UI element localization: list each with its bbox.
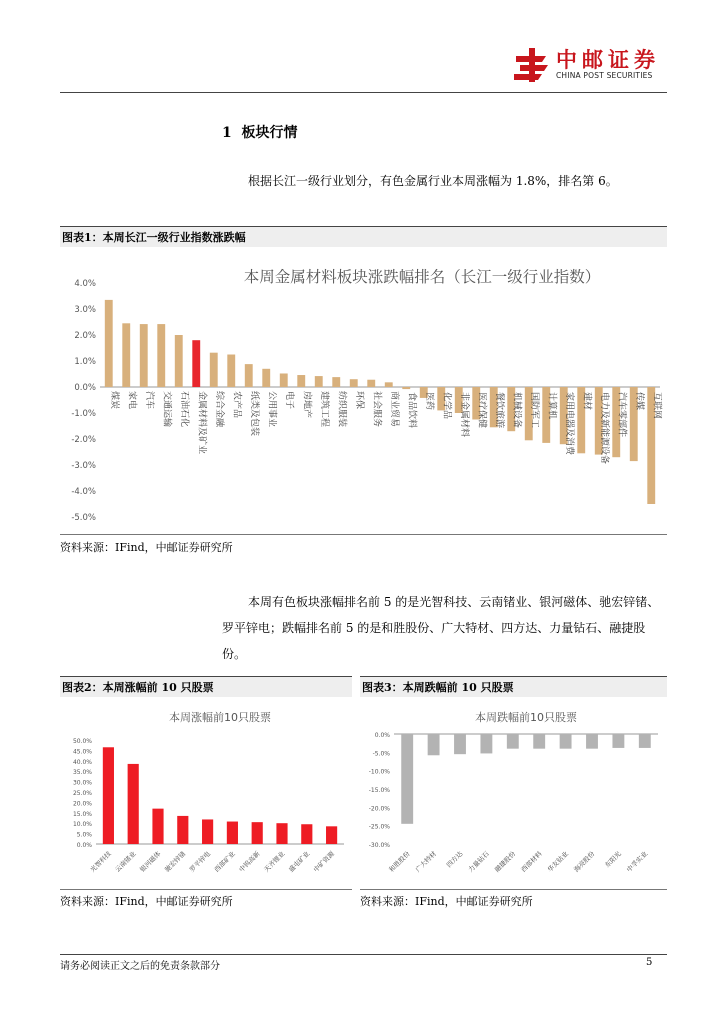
y-tick-label: 35.0% bbox=[72, 769, 92, 777]
x-tick-label: 电力及新能源设备 bbox=[598, 392, 609, 465]
figure-2-source: 资料来源：IFind，中邮证券研究所 bbox=[60, 895, 233, 908]
x-tick-label: 商业贸易 bbox=[388, 391, 399, 428]
bar bbox=[227, 822, 238, 844]
y-tick-label: -4.0% bbox=[71, 487, 96, 497]
x-tick-label: 中矿资源 bbox=[311, 849, 337, 874]
bar bbox=[586, 734, 598, 749]
x-tick-label: 华友钴业 bbox=[545, 849, 571, 874]
x-tick-label: 驰宏锌锗 bbox=[163, 849, 188, 874]
bar bbox=[140, 324, 148, 387]
y-tick-label: 4.0% bbox=[74, 279, 96, 289]
bar bbox=[612, 734, 624, 748]
chart-title: 本周涨幅前10只股票 bbox=[169, 711, 271, 724]
figure-1-bottom-rule bbox=[60, 534, 667, 535]
bar bbox=[507, 734, 519, 749]
bar bbox=[385, 382, 393, 387]
x-tick-label: 广大特材 bbox=[413, 849, 439, 874]
chart-title: 本周跌幅前10只股票 bbox=[475, 711, 577, 724]
y-tick-label: -5.0% bbox=[71, 513, 96, 523]
y-tick-label: 1.0% bbox=[74, 357, 96, 367]
figure-3-bottom-rule bbox=[360, 889, 667, 890]
brand-logo bbox=[512, 44, 672, 88]
bar bbox=[326, 826, 337, 844]
bar bbox=[428, 734, 440, 755]
bar bbox=[367, 380, 375, 387]
x-tick-label: 和胜股份 bbox=[387, 849, 412, 874]
y-tick-label: -20.0% bbox=[368, 805, 390, 813]
bar bbox=[245, 364, 253, 387]
x-tick-label: 石油石化 bbox=[178, 391, 189, 428]
figure-2-caption: 图表2：本周涨幅前 10 只股票 bbox=[60, 676, 352, 697]
y-tick-label: 20.0% bbox=[72, 800, 92, 808]
x-tick-label: 四方达 bbox=[444, 849, 465, 870]
x-tick-label: 建筑工程 bbox=[318, 391, 329, 428]
figure-3-caption: 图表3：本周跌幅前 10 只股票 bbox=[360, 676, 667, 697]
y-tick-label: -5.0% bbox=[372, 750, 390, 758]
bar bbox=[105, 300, 113, 387]
bar bbox=[157, 324, 165, 387]
y-tick-label: -30.0% bbox=[368, 842, 390, 849]
bar bbox=[301, 824, 312, 844]
x-tick-label: 电子 bbox=[283, 391, 294, 410]
y-tick-label: 0.0% bbox=[374, 732, 390, 739]
bar bbox=[177, 816, 188, 844]
bar bbox=[454, 734, 466, 754]
x-tick-label: 房地产 bbox=[301, 391, 312, 419]
x-tick-label: 融捷股份 bbox=[493, 849, 518, 874]
bar bbox=[280, 373, 288, 387]
bar bbox=[128, 764, 139, 844]
x-tick-label: 煤炭 bbox=[108, 391, 119, 410]
x-tick-label: 光智科技 bbox=[88, 849, 113, 874]
figure-1-caption: 图表1：本周长江一级行业指数涨跌幅 bbox=[60, 226, 667, 247]
x-tick-label: 中钨高新 bbox=[237, 849, 262, 874]
x-tick-label: 环保 bbox=[353, 391, 364, 410]
x-tick-label: 汽车零部件 bbox=[616, 392, 627, 438]
brand-name-cn: 中邮证券 bbox=[556, 48, 660, 72]
y-tick-label: 45.0% bbox=[72, 748, 92, 756]
y-tick-label: -1.0% bbox=[71, 409, 96, 419]
x-tick-label: 罗平锌电 bbox=[187, 849, 213, 874]
bar bbox=[152, 809, 163, 844]
x-tick-label: 餐饮旅游 bbox=[493, 392, 504, 429]
y-tick-label: 30.0% bbox=[72, 779, 92, 787]
figure-2-bottom-rule bbox=[60, 889, 352, 890]
x-tick-label: 力量钻石 bbox=[466, 849, 491, 874]
bar bbox=[192, 340, 200, 387]
x-tick-label: 机械设备 bbox=[511, 392, 522, 429]
x-tick-label: 云南锗业 bbox=[113, 849, 138, 874]
x-tick-label: 海亮股份 bbox=[572, 849, 597, 874]
y-tick-label: -2.0% bbox=[71, 435, 96, 445]
bar bbox=[210, 353, 218, 387]
x-tick-label: 家用电器及消费 bbox=[563, 392, 574, 456]
gainers-bar-chart bbox=[60, 704, 352, 889]
bar bbox=[401, 734, 413, 824]
x-tick-label: 化学品 bbox=[441, 392, 452, 420]
x-tick-label: 西部材料 bbox=[519, 849, 544, 874]
bar bbox=[533, 734, 545, 749]
x-tick-label: 金属材料及矿业 bbox=[196, 391, 207, 455]
y-tick-label: 2.0% bbox=[74, 331, 96, 341]
bar bbox=[402, 387, 410, 389]
x-tick-label: 计算机 bbox=[546, 392, 557, 420]
losers-bar-chart bbox=[360, 704, 667, 889]
paragraph-industry-summary: 根据长江一级行业划分，有色金属行业本周涨幅为 1.8%，排名第 6。 bbox=[248, 174, 618, 188]
bar bbox=[103, 747, 114, 844]
figure-1-source: 资料来源：IFind，中邮证券研究所 bbox=[60, 541, 233, 554]
bar bbox=[262, 369, 270, 387]
y-tick-label: -3.0% bbox=[71, 461, 96, 471]
footer-disclaimer: 请务必阅读正文之后的免责条款部分 bbox=[60, 961, 220, 972]
bar bbox=[175, 335, 183, 387]
paragraph-top-movers: 本周有色板块涨幅排名前 5 的是光智科技、云南锗业、银河磁体、驰宏锌锗、罗平锌电；跌幅排名前 5 的是和胜股份、广大特材、四方达、力量钻石、融捷股份。 bbox=[222, 595, 660, 661]
bar bbox=[480, 734, 492, 753]
footer-divider bbox=[60, 954, 667, 955]
bar bbox=[560, 734, 572, 749]
x-tick-label: 公用事业 bbox=[266, 391, 277, 428]
bar bbox=[315, 376, 323, 387]
china-post-logo-icon bbox=[512, 46, 552, 84]
header-divider bbox=[60, 92, 667, 93]
bar bbox=[276, 823, 287, 844]
x-tick-label: 纺织服装 bbox=[336, 391, 347, 428]
section-title-text: 板块行情 bbox=[241, 125, 298, 141]
x-tick-label: 交通运输 bbox=[161, 391, 172, 428]
x-tick-label: 农产品 bbox=[231, 391, 242, 419]
y-tick-label: -10.0% bbox=[368, 768, 390, 776]
bar bbox=[297, 375, 305, 387]
bar bbox=[227, 355, 235, 388]
section-number: 1 bbox=[222, 125, 232, 141]
x-tick-label: 国防军工 bbox=[528, 392, 539, 429]
x-tick-label: 社会服务 bbox=[371, 391, 382, 428]
x-tick-label: 传媒 bbox=[633, 392, 644, 411]
y-tick-label: 0.0% bbox=[76, 842, 92, 849]
x-tick-label: 纸类及包装 bbox=[248, 391, 259, 437]
y-tick-label: 15.0% bbox=[72, 810, 92, 818]
y-tick-label: 0.0% bbox=[74, 383, 96, 393]
page-number: 5 bbox=[646, 957, 653, 968]
x-tick-label: 家电 bbox=[126, 391, 137, 410]
bar bbox=[202, 819, 213, 844]
x-tick-label: 食品饮料 bbox=[406, 392, 417, 429]
bar bbox=[252, 822, 263, 844]
figure-3-source: 资料来源：IFind，中邮证券研究所 bbox=[360, 895, 533, 908]
bar bbox=[639, 734, 651, 748]
x-tick-label: 综合金融 bbox=[213, 391, 224, 428]
bar bbox=[350, 379, 358, 387]
y-tick-label: 3.0% bbox=[74, 305, 96, 315]
y-tick-label: 25.0% bbox=[72, 790, 92, 797]
x-tick-label: 非金属材料 bbox=[458, 392, 469, 438]
x-tick-label: 银河磁体 bbox=[138, 849, 163, 874]
x-tick-label: 汽车 bbox=[143, 391, 154, 410]
x-tick-label: 医疗保健 bbox=[476, 392, 487, 429]
chart-title: 本周金属材料板块涨跌幅排名（长江一级行业指数） bbox=[243, 268, 601, 286]
y-tick-label: -25.0% bbox=[368, 823, 390, 831]
y-tick-label: 50.0% bbox=[72, 738, 92, 745]
y-tick-label: 40.0% bbox=[72, 758, 92, 766]
x-tick-label: 西部矿业 bbox=[212, 849, 237, 874]
x-tick-label: 中孚实业 bbox=[625, 849, 650, 874]
x-tick-label: 互联网 bbox=[651, 392, 662, 420]
y-tick-label: 5.0% bbox=[76, 831, 92, 839]
x-tick-label: 医药 bbox=[423, 392, 434, 411]
bar bbox=[122, 323, 130, 387]
x-tick-label: 天齐锂业 bbox=[262, 849, 287, 874]
x-tick-label: 盛屯矿业 bbox=[287, 849, 312, 874]
x-tick-label: 东阳光 bbox=[603, 849, 623, 870]
y-tick-label: -15.0% bbox=[368, 787, 390, 794]
x-tick-label: 建材 bbox=[581, 392, 592, 411]
y-tick-label: 10.0% bbox=[72, 821, 92, 829]
brand-name-en: CHINA POST SECURITIES bbox=[556, 71, 653, 80]
industry-bar-chart bbox=[60, 255, 667, 530]
section-title bbox=[222, 122, 298, 142]
bar bbox=[332, 377, 340, 387]
